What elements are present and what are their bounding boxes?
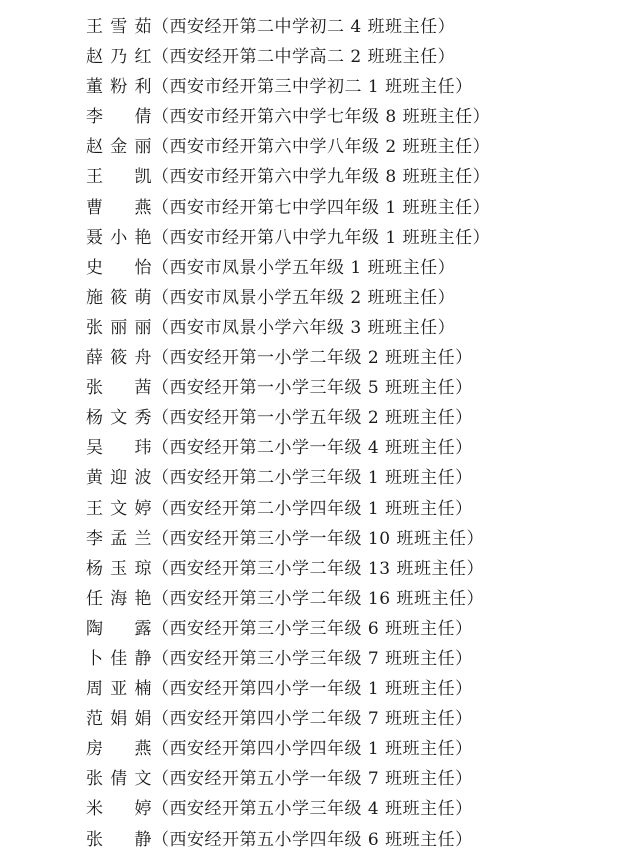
class-assignment: （西安经开第三小学一年级 10 班班主任） — [152, 528, 484, 549]
class-assignment: （西安经开第三小学三年级 6 班班主任） — [152, 618, 473, 639]
class-assignment: （西安经开第五小学一年级 7 班班主任） — [152, 769, 473, 790]
list-item — [86, 644, 490, 674]
teacher-list — [86, 12, 490, 855]
list-item — [86, 313, 490, 343]
list-item — [86, 223, 490, 253]
teacher-name: 吴 玮 — [86, 438, 152, 459]
class-assignment: （西安经开第一小学二年级 2 班班主任） — [152, 348, 473, 369]
list-item — [86, 704, 490, 734]
class-assignment: （西安市凤景小学五年级 2 班班主任） — [152, 287, 456, 308]
class-assignment: （西安市经开第六中学八年级 2 班班主任） — [152, 137, 491, 158]
class-assignment: （西安经开第一小学三年级 5 班班主任） — [152, 378, 473, 399]
teacher-name: 聂小艳 — [86, 227, 152, 248]
list-item — [86, 193, 490, 223]
teacher-name: 张丽丽 — [86, 317, 152, 338]
teacher-name: 米 婷 — [86, 799, 152, 820]
teacher-name: 王 凯 — [86, 167, 152, 188]
list-item — [86, 524, 490, 554]
teacher-name: 周亚楠 — [86, 679, 152, 700]
list-item — [86, 734, 490, 764]
teacher-name: 薛筱舟 — [86, 348, 152, 369]
class-assignment: （西安经开第二小学三年级 1 班班主任） — [152, 468, 473, 489]
teacher-name: 房 燕 — [86, 739, 152, 760]
class-assignment: （西安经开第五小学四年级 6 班班主任） — [152, 829, 473, 850]
list-item — [86, 283, 490, 313]
list-item — [86, 825, 490, 855]
teacher-name: 黄迎波 — [86, 468, 152, 489]
class-assignment: （西安经开第三小学二年级 16 班班主任） — [152, 588, 484, 609]
class-assignment: （西安市凤景小学五年级 1 班班主任） — [152, 257, 456, 278]
list-item — [86, 554, 490, 584]
list-item — [86, 132, 490, 162]
teacher-name: 李孟兰 — [86, 528, 152, 549]
class-assignment: （西安经开第二小学四年级 1 班班主任） — [152, 498, 473, 519]
list-item — [86, 102, 490, 132]
list-item — [86, 614, 490, 644]
list-item — [86, 463, 490, 493]
list-item — [86, 72, 490, 102]
list-item — [86, 162, 490, 192]
teacher-name: 任海艳 — [86, 588, 152, 609]
teacher-name: 张 茜 — [86, 378, 152, 399]
teacher-name: 杨玉琼 — [86, 558, 152, 579]
class-assignment: （西安经开第二中学高二 2 班班主任） — [152, 47, 456, 68]
teacher-name: 董粉利 — [86, 77, 152, 98]
class-assignment: （西安经开第三小学二年级 13 班班主任） — [152, 558, 484, 579]
list-item — [86, 12, 490, 42]
list-item — [86, 343, 490, 373]
teacher-name: 王文婷 — [86, 498, 152, 519]
teacher-name: 史 怡 — [86, 257, 152, 278]
teacher-name: 范娟娟 — [86, 709, 152, 730]
class-assignment: （西安经开第四小学一年级 1 班班主任） — [152, 679, 473, 700]
teacher-name: 曹 燕 — [86, 197, 152, 218]
class-assignment: （西安经开第二中学初二 4 班班主任） — [152, 17, 456, 37]
class-assignment: （西安市经开第八中学九年级 1 班班主任） — [152, 227, 491, 248]
teacher-name: 李 倩 — [86, 107, 152, 128]
teacher-name: 赵乃红 — [86, 47, 152, 68]
teacher-name: 陶 露 — [86, 618, 152, 639]
teacher-name: 张 静 — [86, 829, 152, 850]
list-item — [86, 674, 490, 704]
teacher-name: 杨文秀 — [86, 408, 152, 429]
class-assignment: （西安经开第三小学三年级 7 班班主任） — [152, 648, 473, 669]
list-item — [86, 794, 490, 824]
class-assignment: （西安经开第四小学二年级 7 班班主任） — [152, 709, 473, 730]
class-assignment: （西安市经开第七中学四年级 1 班班主任） — [152, 197, 491, 218]
class-assignment: （西安经开第一小学五年级 2 班班主任） — [152, 408, 473, 429]
teacher-name: 施筱萌 — [86, 287, 152, 308]
teacher-name: 王雪茹 — [86, 17, 152, 37]
list-item — [86, 253, 490, 283]
teacher-name: 卜佳静 — [86, 648, 152, 669]
class-assignment: （西安市经开第六中学七年级 8 班班主任） — [152, 107, 491, 128]
class-assignment: （西安经开第五小学三年级 4 班班主任） — [152, 799, 473, 820]
teacher-name: 张倩文 — [86, 769, 152, 790]
list-item — [86, 373, 490, 403]
list-item — [86, 584, 490, 614]
list-item — [86, 764, 490, 794]
class-assignment: （西安市经开第三中学初二 1 班班主任） — [152, 77, 473, 98]
list-item — [86, 403, 490, 433]
teacher-name: 赵金丽 — [86, 137, 152, 158]
class-assignment: （西安市经开第六中学九年级 8 班班主任） — [152, 167, 491, 188]
class-assignment: （西安经开第二小学一年级 4 班班主任） — [152, 438, 473, 459]
list-item — [86, 494, 490, 524]
list-item — [86, 433, 490, 463]
class-assignment: （西安市凤景小学六年级 3 班班主任） — [152, 317, 456, 338]
class-assignment: （西安经开第四小学四年级 1 班班主任） — [152, 739, 473, 760]
list-item — [86, 42, 490, 72]
